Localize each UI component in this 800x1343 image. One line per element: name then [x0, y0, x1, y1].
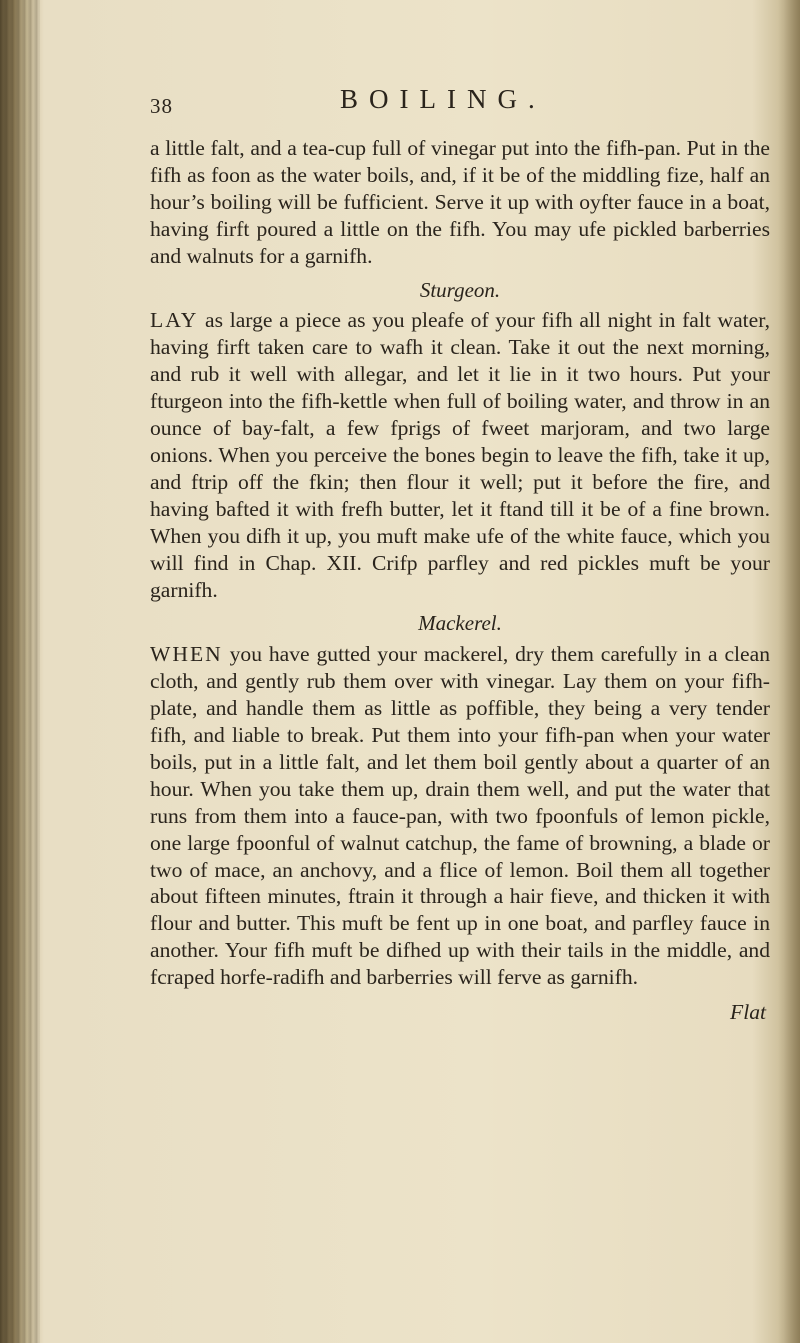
- paragraph-mackerel-body: you have gutted your mackerel, dry them carefully in a clean cloth, and gently rub them over with vinegar. Lay them on your fifh-plate, and handle them as little as poffible, they being a very tender fifh, and liable to break. Put them into your fifh-pan when your water boils, put in a little falt, and let them boil gently about a quarter of an hour. When you take them up, drain them well, and put the water that runs from them into a fauce-pan, with two fpoonfuls of lemon pickle, one large fpoonful of walnut catchup, the fame of browning, a blade or two of mace, an anchovy, and a flice of lemon. Boil them all together about fifteen minutes, ftrain it through a hair fieve, and thicken it with flour and butter. This muft be fent up in one boat, and parfley fauce in another. Your fifh muft be difhed up with their tails in the middle, and fcraped horfe-radifh and barberries will ferve as garnifh.: [150, 642, 770, 990]
- heading-mackerel: Mackerel.: [418, 611, 502, 636]
- paragraph-sturgeon-body: as large a piece as you pleafe of your fifh all night in falt water, having firft taken care to wafh it clean. Take it out the next morning, and rub it well with allegar, and let it lie in it two hours. Put your fturgeon into the fifh-kettle when full of boiling water, and throw in an ounce of bay-falt, a few fprigs of fweet marjoram, and two large onions. When you perceive the bones begin to leave the fifh, take it up, and ftrip off the fkin; then flour it well; put it before the fire, and having bafted it with frefh butter, let it ftand till it be of a fine brown. When you difh it up, you muft make ufe of the white fauce, which you will find in Chap. XII. Crifp parfley and red pickles muft be your garnifh.: [150, 308, 770, 602]
- catchword: Flat: [730, 1000, 766, 1025]
- page-edge-shadow: [778, 0, 800, 1343]
- book-binding-shadow: [0, 0, 40, 1343]
- running-title: BOILING.: [340, 84, 546, 114]
- paragraph-intro: a little falt, and a tea-cup full of vinegar put into the fifh-pan. Put in the fifh as foon as the water boils, and, if it be of the middling fize, half an hour’s boiling will be fufficient. Serve it up with oyfter fauce in a boat, having firft poured a little on the fifh. You may ufe pickled barberries and walnuts for a garnifh.: [150, 136, 770, 268]
- page-number: 38: [150, 94, 173, 118]
- paragraph-mackerel: [150, 641, 770, 991]
- lead-word-lay: LAY: [150, 308, 199, 333]
- lead-word-when: WHEN: [150, 642, 223, 667]
- body-text: [150, 135, 770, 1026]
- heading-sturgeon: Sturgeon.: [419, 277, 501, 302]
- paragraph-sturgeon: [150, 307, 770, 603]
- page-header: [150, 84, 770, 124]
